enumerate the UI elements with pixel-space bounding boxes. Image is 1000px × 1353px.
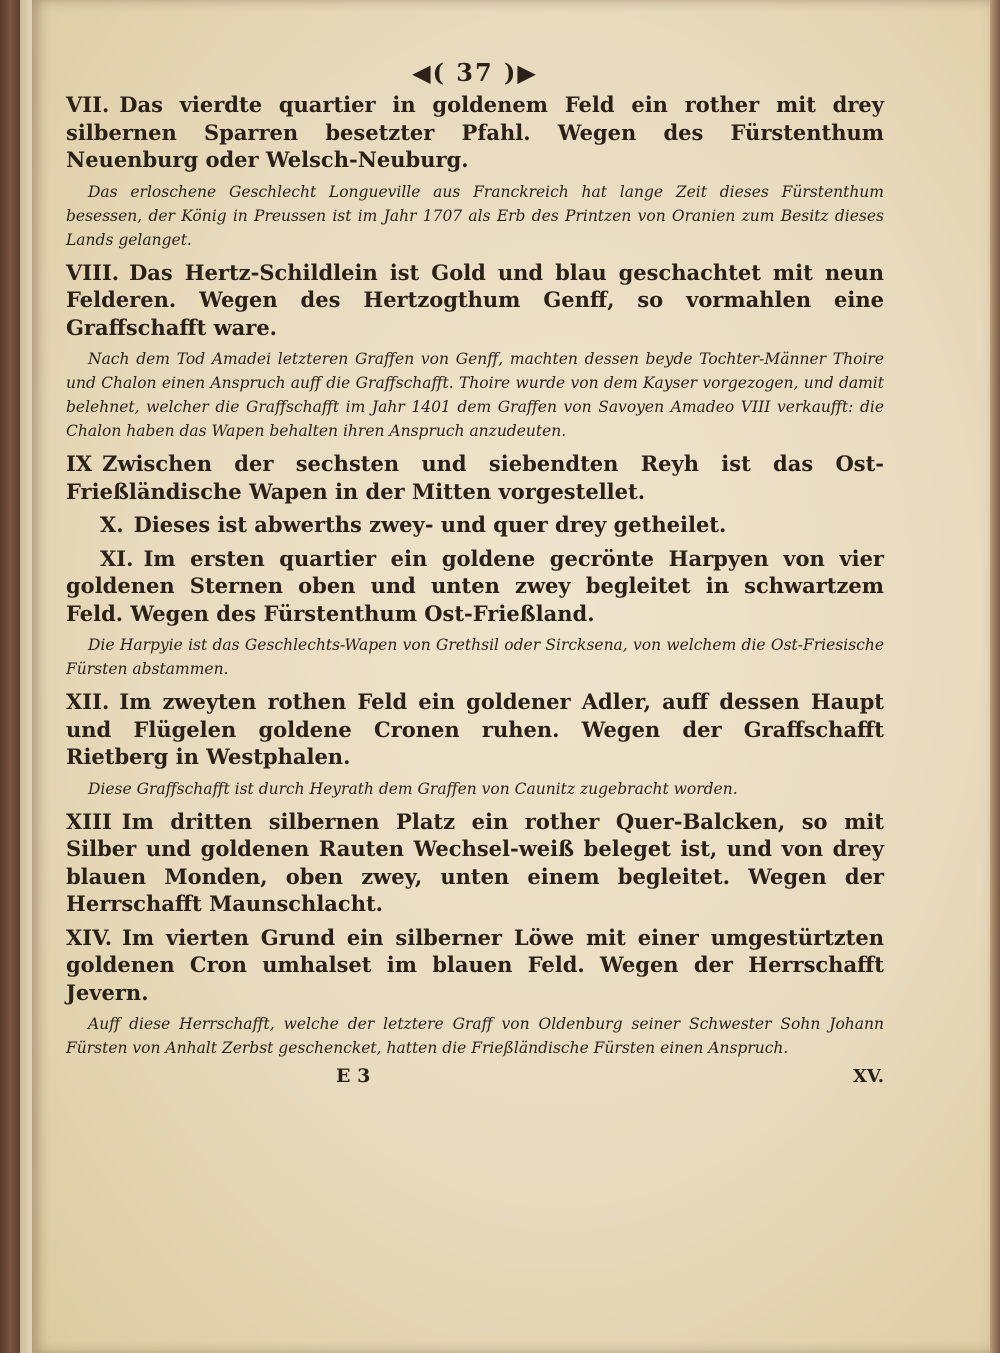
page-footer bbox=[66, 1065, 884, 1087]
paragraph-xi bbox=[66, 545, 884, 628]
paragraph-text: Im zweyten rothen Feld ein goldener Adler, auff dessen Haupt und Flügelen goldene Cronen ruhen. Wegen der Graffschafft Rietberg in Westphalen. bbox=[66, 689, 884, 769]
page-text bbox=[66, 58, 884, 1087]
paragraph-number: IX bbox=[66, 451, 93, 476]
paragraph-text: Im dritten silbernen Platz ein rother Quer-Balcken, so mit Silber und goldenen Rauten Wechsel-weiß beleget ist, und von drey blauen Monden, oben zwey, unten einem begleitet. Wegen der Herrschafft Maunschlacht. bbox=[66, 808, 884, 916]
paragraph-text: Im ersten quartier ein goldene gecrönte Harpyen von vier goldenen Sternen oben und unten zwey begleitet in schwartzem Feld. Wegen des Fürstenthum Ost-Frießland. bbox=[66, 545, 884, 626]
paragraph-xiv bbox=[66, 924, 884, 1007]
note-rietberg: Diese Graffschafft ist durch Heyrath dem Graffen von Caunitz zugebracht worden. bbox=[88, 779, 738, 798]
paragraph-number: XII. bbox=[66, 689, 110, 714]
paragraph-text: Das vierdte quartier in goldenem Feld ein rother mit drey silbernen Sparren besetzter Pfahl. Wegen des Fürstenthum Neuenburg oder Welsch-Neuburg. bbox=[66, 92, 884, 172]
paragraph-xiii bbox=[66, 808, 884, 918]
paragraph-number: VIII. bbox=[66, 259, 120, 285]
paragraph-ix bbox=[66, 450, 884, 505]
paragraph-xii bbox=[66, 688, 884, 771]
paragraph-number: VII. bbox=[66, 92, 110, 117]
paragraph-x bbox=[66, 511, 884, 539]
paragraph-text: Zwischen der sechsten und siebendten Reyh ist das Ost-Frießländische Wapen in der Mitten vorgestellet. bbox=[66, 451, 884, 504]
paragraph-text: Das Hertz-Schildlein ist Gold und blau geschachtet mit neun Felderen. Wegen des Hertzogthum Genff, so vormahlen eine Graffschafft ware. bbox=[66, 259, 884, 340]
paragraph-text: Im vierten Grund ein silberner Löwe mit einer umgestürtzten goldenen Cron umhalset im blauen Feld. Wegen der Herrschafft Jevern. bbox=[66, 924, 884, 1005]
page-number-header: ◀( 37 )▶ bbox=[412, 58, 538, 87]
page-right-edge bbox=[990, 0, 1000, 1353]
note-harpyie: Die Harpyie ist das Geschlechts-Wapen von Grethsil oder Sircksena, von welchem die Ost-Friesische Fürsten abstammen. bbox=[66, 636, 884, 678]
paragraph-viii bbox=[66, 259, 884, 342]
paragraph-vii bbox=[66, 91, 884, 174]
paragraph-number: XIV. bbox=[66, 924, 113, 950]
paragraph-text: Dieses ist abwerths zwey- und quer drey getheilet. bbox=[133, 512, 727, 537]
note-genff: Nach dem Tod Amadei letzteren Graffen von Genff, machten dessen beyde Tochter-Männer Thoire und Chalon einen Anspruch auff die Graffschafft. Thoire wurde von dem Kayser vorgezogen, und damit belehnet, welcher die Graffschafft im Jahr 1401 dem Graffen von Savoyen Amadeo VIII verkaufft: die Chalon haben das Wapen behalten ihren Anspruch anzudeuten. bbox=[66, 350, 884, 440]
paragraph-number: XIII bbox=[66, 808, 112, 834]
paragraph-number: X. bbox=[100, 512, 124, 537]
paragraph-number: XI. bbox=[100, 545, 134, 571]
note-neuenburg: Das erloschene Geschlecht Longueville aus Franckreich hat lange Zeit dieses Fürstenthum besessen, der König in Preussen ist im Jahr 1707 als Erb des Printzen von Oranien zum Besitz dieses Lands gelanget. bbox=[66, 182, 884, 249]
signature-mark: E 3 bbox=[336, 1065, 371, 1087]
catchword: XV. bbox=[852, 1066, 884, 1087]
note-jevern: Auff diese Herrschafft, welche der letztere Graff von Oldenburg seiner Schwester Sohn Johann Fürsten von Anhalt Zerbst geschencket, hatten die Frießländische Fürsten einen Anspruch. bbox=[66, 1015, 884, 1057]
